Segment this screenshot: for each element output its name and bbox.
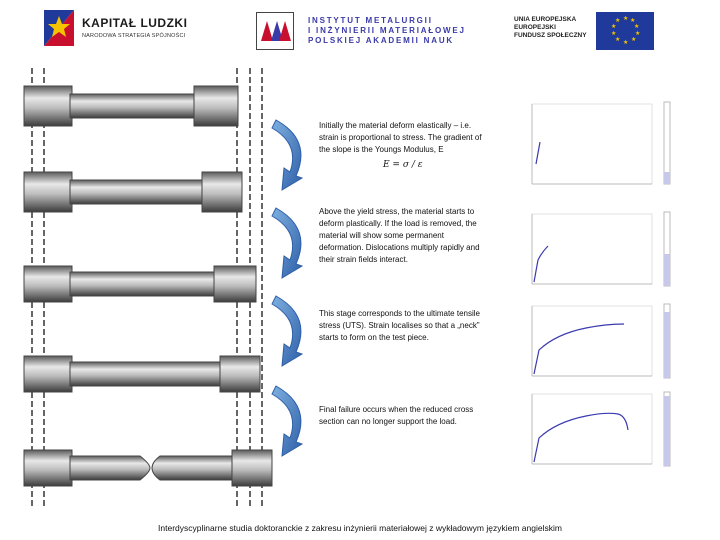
svg-text:★: ★ bbox=[635, 31, 641, 37]
curved-arrow-icon bbox=[272, 386, 302, 456]
tensile-specimens-diagram bbox=[0, 60, 310, 520]
plot-3 bbox=[532, 304, 670, 378]
specimen-3 bbox=[24, 266, 256, 302]
svg-text:★: ★ bbox=[623, 40, 629, 46]
stress-strain-plots bbox=[506, 94, 716, 474]
eu-logo bbox=[514, 10, 656, 50]
plot-4 bbox=[532, 392, 670, 466]
eu-line-1: UNIA EUROPEJSKA bbox=[514, 16, 577, 23]
specimen-2 bbox=[24, 172, 242, 212]
kapital-ludzki-emblem-icon bbox=[40, 6, 80, 50]
plot-2 bbox=[532, 212, 670, 286]
svg-text:★: ★ bbox=[630, 18, 636, 24]
svg-text:★: ★ bbox=[611, 31, 617, 37]
institute-logo bbox=[256, 12, 466, 52]
eu-text bbox=[514, 16, 587, 40]
institute-line-3: POLSKIEJ AKADEMII NAUK bbox=[308, 36, 454, 45]
svg-text:★: ★ bbox=[631, 37, 637, 43]
svg-text:★: ★ bbox=[634, 24, 640, 30]
svg-text:★: ★ bbox=[615, 18, 621, 24]
svg-text:★: ★ bbox=[615, 37, 621, 43]
stage-arrows bbox=[272, 120, 302, 456]
institute-line-1: INSTYTUT METALURGII bbox=[308, 16, 433, 25]
institute-name bbox=[308, 16, 466, 46]
kapital-ludzki-title: KAPITAŁ LUDZKI bbox=[82, 16, 188, 30]
kapital-ludzki-logo bbox=[40, 6, 212, 50]
kapital-ludzki-subtitle: NARODOWA STRATEGIA SPÓJNOŚCI bbox=[82, 33, 186, 39]
stage-2-text: Above the yield stress, the material starts to deform plastically. If the load is removed, the material will show some permanent deformation. Dislocations multiply rapidly and their strain fields interact. bbox=[319, 207, 480, 264]
youngs-modulus-formula: E = σ / ε bbox=[383, 160, 423, 170]
institute-emblem-icon bbox=[256, 12, 294, 50]
stage-1-text: Initially the material deform elastically – i.e. strain is proportional to stress. The gradient of the slope is the Youngs Modulus, E bbox=[319, 121, 482, 154]
specimen-4 bbox=[24, 356, 260, 392]
specimen-5 bbox=[24, 450, 272, 486]
footer-caption: Interdyscyplinarne studia doktoranckie z zakresu inżynierii materiałowej z wykładowym językiem angielskim bbox=[158, 523, 562, 533]
eu-flag-icon bbox=[596, 12, 654, 50]
curved-arrow-icon bbox=[272, 120, 302, 190]
stage-3-text: This stage corresponds to the ultimate tensile stress (UTS). Strain localises so that a „neck” starts to form on the test piece. bbox=[319, 309, 480, 342]
stage-4-text: Final failure occurs when the reduced cross section can no longer support the load. bbox=[319, 405, 474, 426]
curved-arrow-icon bbox=[272, 296, 302, 366]
eu-line-2: EUROPEJSKI bbox=[514, 24, 556, 31]
svg-text:★: ★ bbox=[623, 16, 629, 22]
eu-line-3: FUNDUSZ SPOŁECZNY bbox=[514, 32, 587, 39]
institute-line-2: I INŻYNIERII MATERIAŁOWEJ bbox=[308, 26, 466, 35]
specimen-1 bbox=[24, 86, 238, 126]
plot-1 bbox=[532, 102, 670, 184]
svg-text:★: ★ bbox=[611, 24, 617, 30]
curved-arrow-icon bbox=[272, 208, 302, 278]
